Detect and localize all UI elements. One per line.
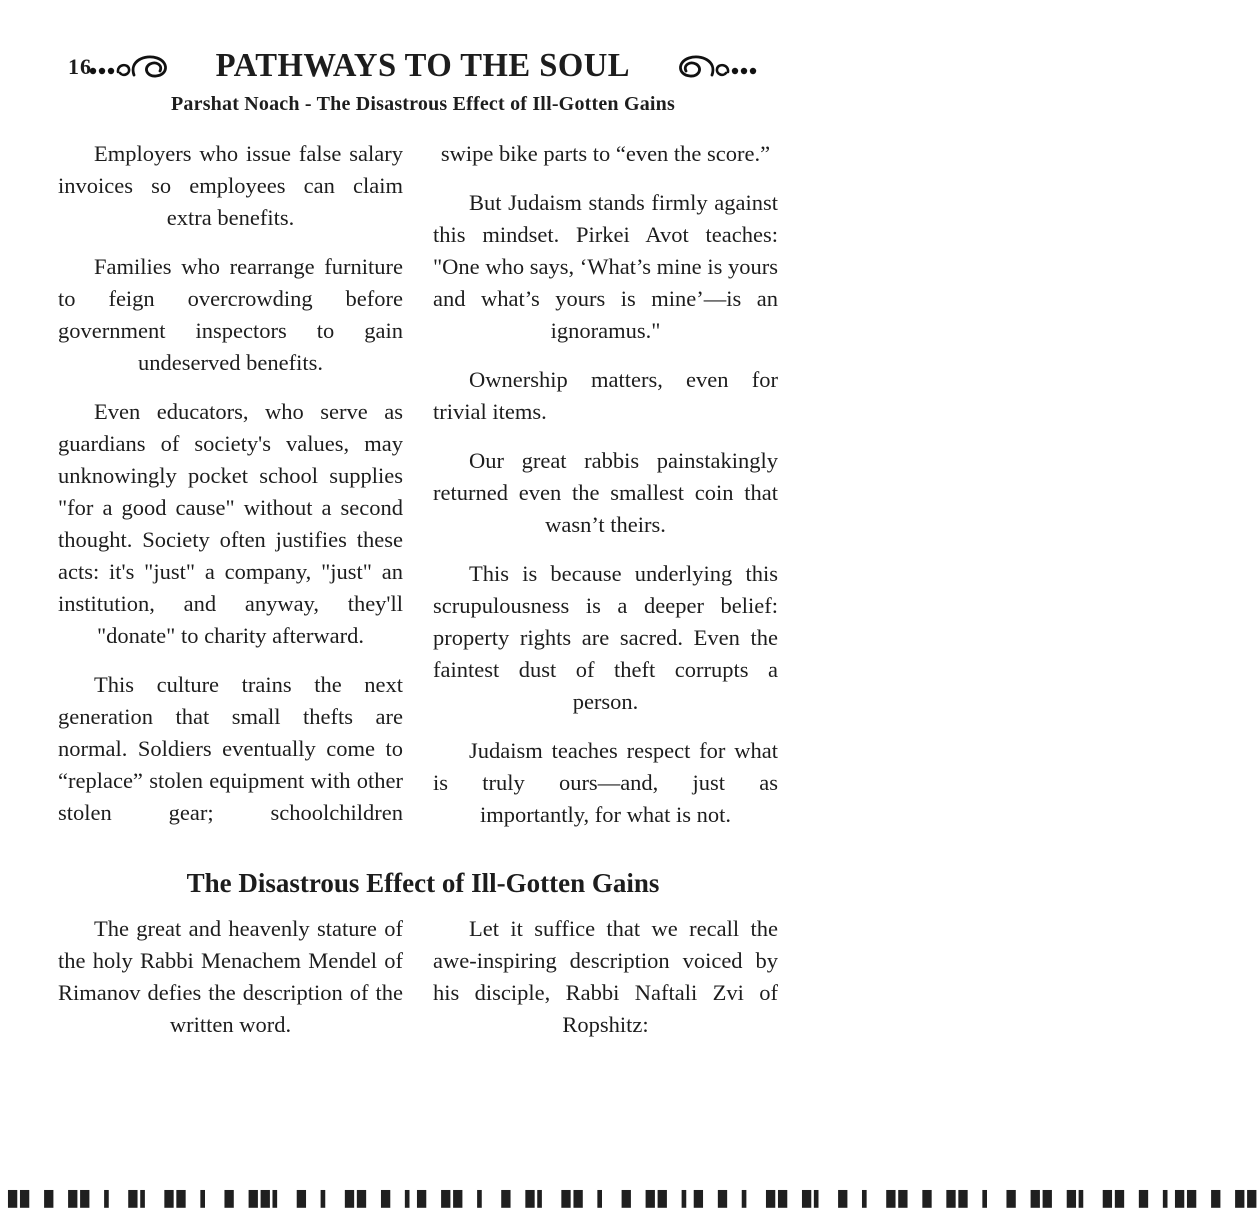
paragraph: But Judaism stands firmly against this mindset. Pirkei Avot teaches: "One who says, ‘What’s mine is yours and what’s yours is mine’—is an ignoramus." bbox=[433, 190, 778, 343]
section-right-column bbox=[433, 913, 778, 1058]
section-columns bbox=[58, 913, 778, 1058]
flourish-right-icon bbox=[649, 51, 759, 81]
paragraph: The great and heavenly stature of the holy Rabbi Menachem Mendel of Rimanov defies the description of the written word. bbox=[58, 916, 403, 1037]
left-column bbox=[58, 138, 403, 848]
section-heading: The Disastrous Effect of Ill-Gotten Gains bbox=[186, 868, 660, 898]
paragraph: Even educators, who serve as guardians of society's values, may unknowingly pocket school supplies "for a good cause" without a second thought. Society often justifies these acts: it's "just" a company, "just" an institution, and anyway, they'll "donate" to charity afterward. bbox=[58, 399, 403, 648]
paragraph: swipe bike parts to “even the score.” bbox=[440, 141, 771, 166]
paragraph: This culture trains the next generation that small thefts are normal. Soldiers eventually come to “replace” stolen equipment with other stolen gear; schoolchildren bbox=[58, 672, 403, 825]
body-columns bbox=[58, 138, 778, 848]
page-subtitle: Parshat Noach - The Disastrous Effect of Ill-Gotten Gains bbox=[171, 93, 675, 115]
section-left-column bbox=[58, 913, 403, 1058]
right-column bbox=[433, 138, 778, 848]
flourish-left-icon bbox=[87, 51, 197, 81]
paragraph: Our great rabbis painstakingly returned even the smallest coin that wasn’t theirs. bbox=[433, 448, 778, 537]
paragraph: This is because underlying this scrupulousness is a deeper belief: property rights are sacred. Even the faintest dust of theft corrupts a person. bbox=[433, 561, 778, 714]
paragraph: Employers who issue false salary invoices so employees can claim extra benefits. bbox=[58, 141, 403, 230]
paragraph: Let it suffice that we recall the awe-inspiring description voiced by his disciple, Rabbi Naftali Zvi of Ropshitz: bbox=[433, 916, 778, 1037]
page-header bbox=[0, 0, 846, 116]
paragraph: Judaism teaches respect for what is truly ours—and, just as importantly, for what is not. bbox=[433, 738, 778, 827]
page-number: 16 bbox=[68, 54, 92, 79]
title-row bbox=[0, 44, 846, 88]
paragraph: Families who rearrange furniture to feign overcrowding before government inspectors to gain undeserved benefits. bbox=[58, 254, 403, 375]
page-title: PATHWAYS TO THE SOUL bbox=[215, 47, 631, 84]
cutoff-text-strip: ██ █ ██ ▌ █▌ ██ ▌ █ ██▌ █ ▌ ██ █ ▌█ ██ ▌ █ █▌ ██ ▌ █ ██ ▌█ █ ▌ ██ █▌ █ ▌ ██ █ ██ ▌ █ ██ █▌ ██ █ ▌██ █ ██ bbox=[8, 1190, 1259, 1208]
paragraph: Ownership matters, even for trivial items. bbox=[433, 367, 778, 424]
